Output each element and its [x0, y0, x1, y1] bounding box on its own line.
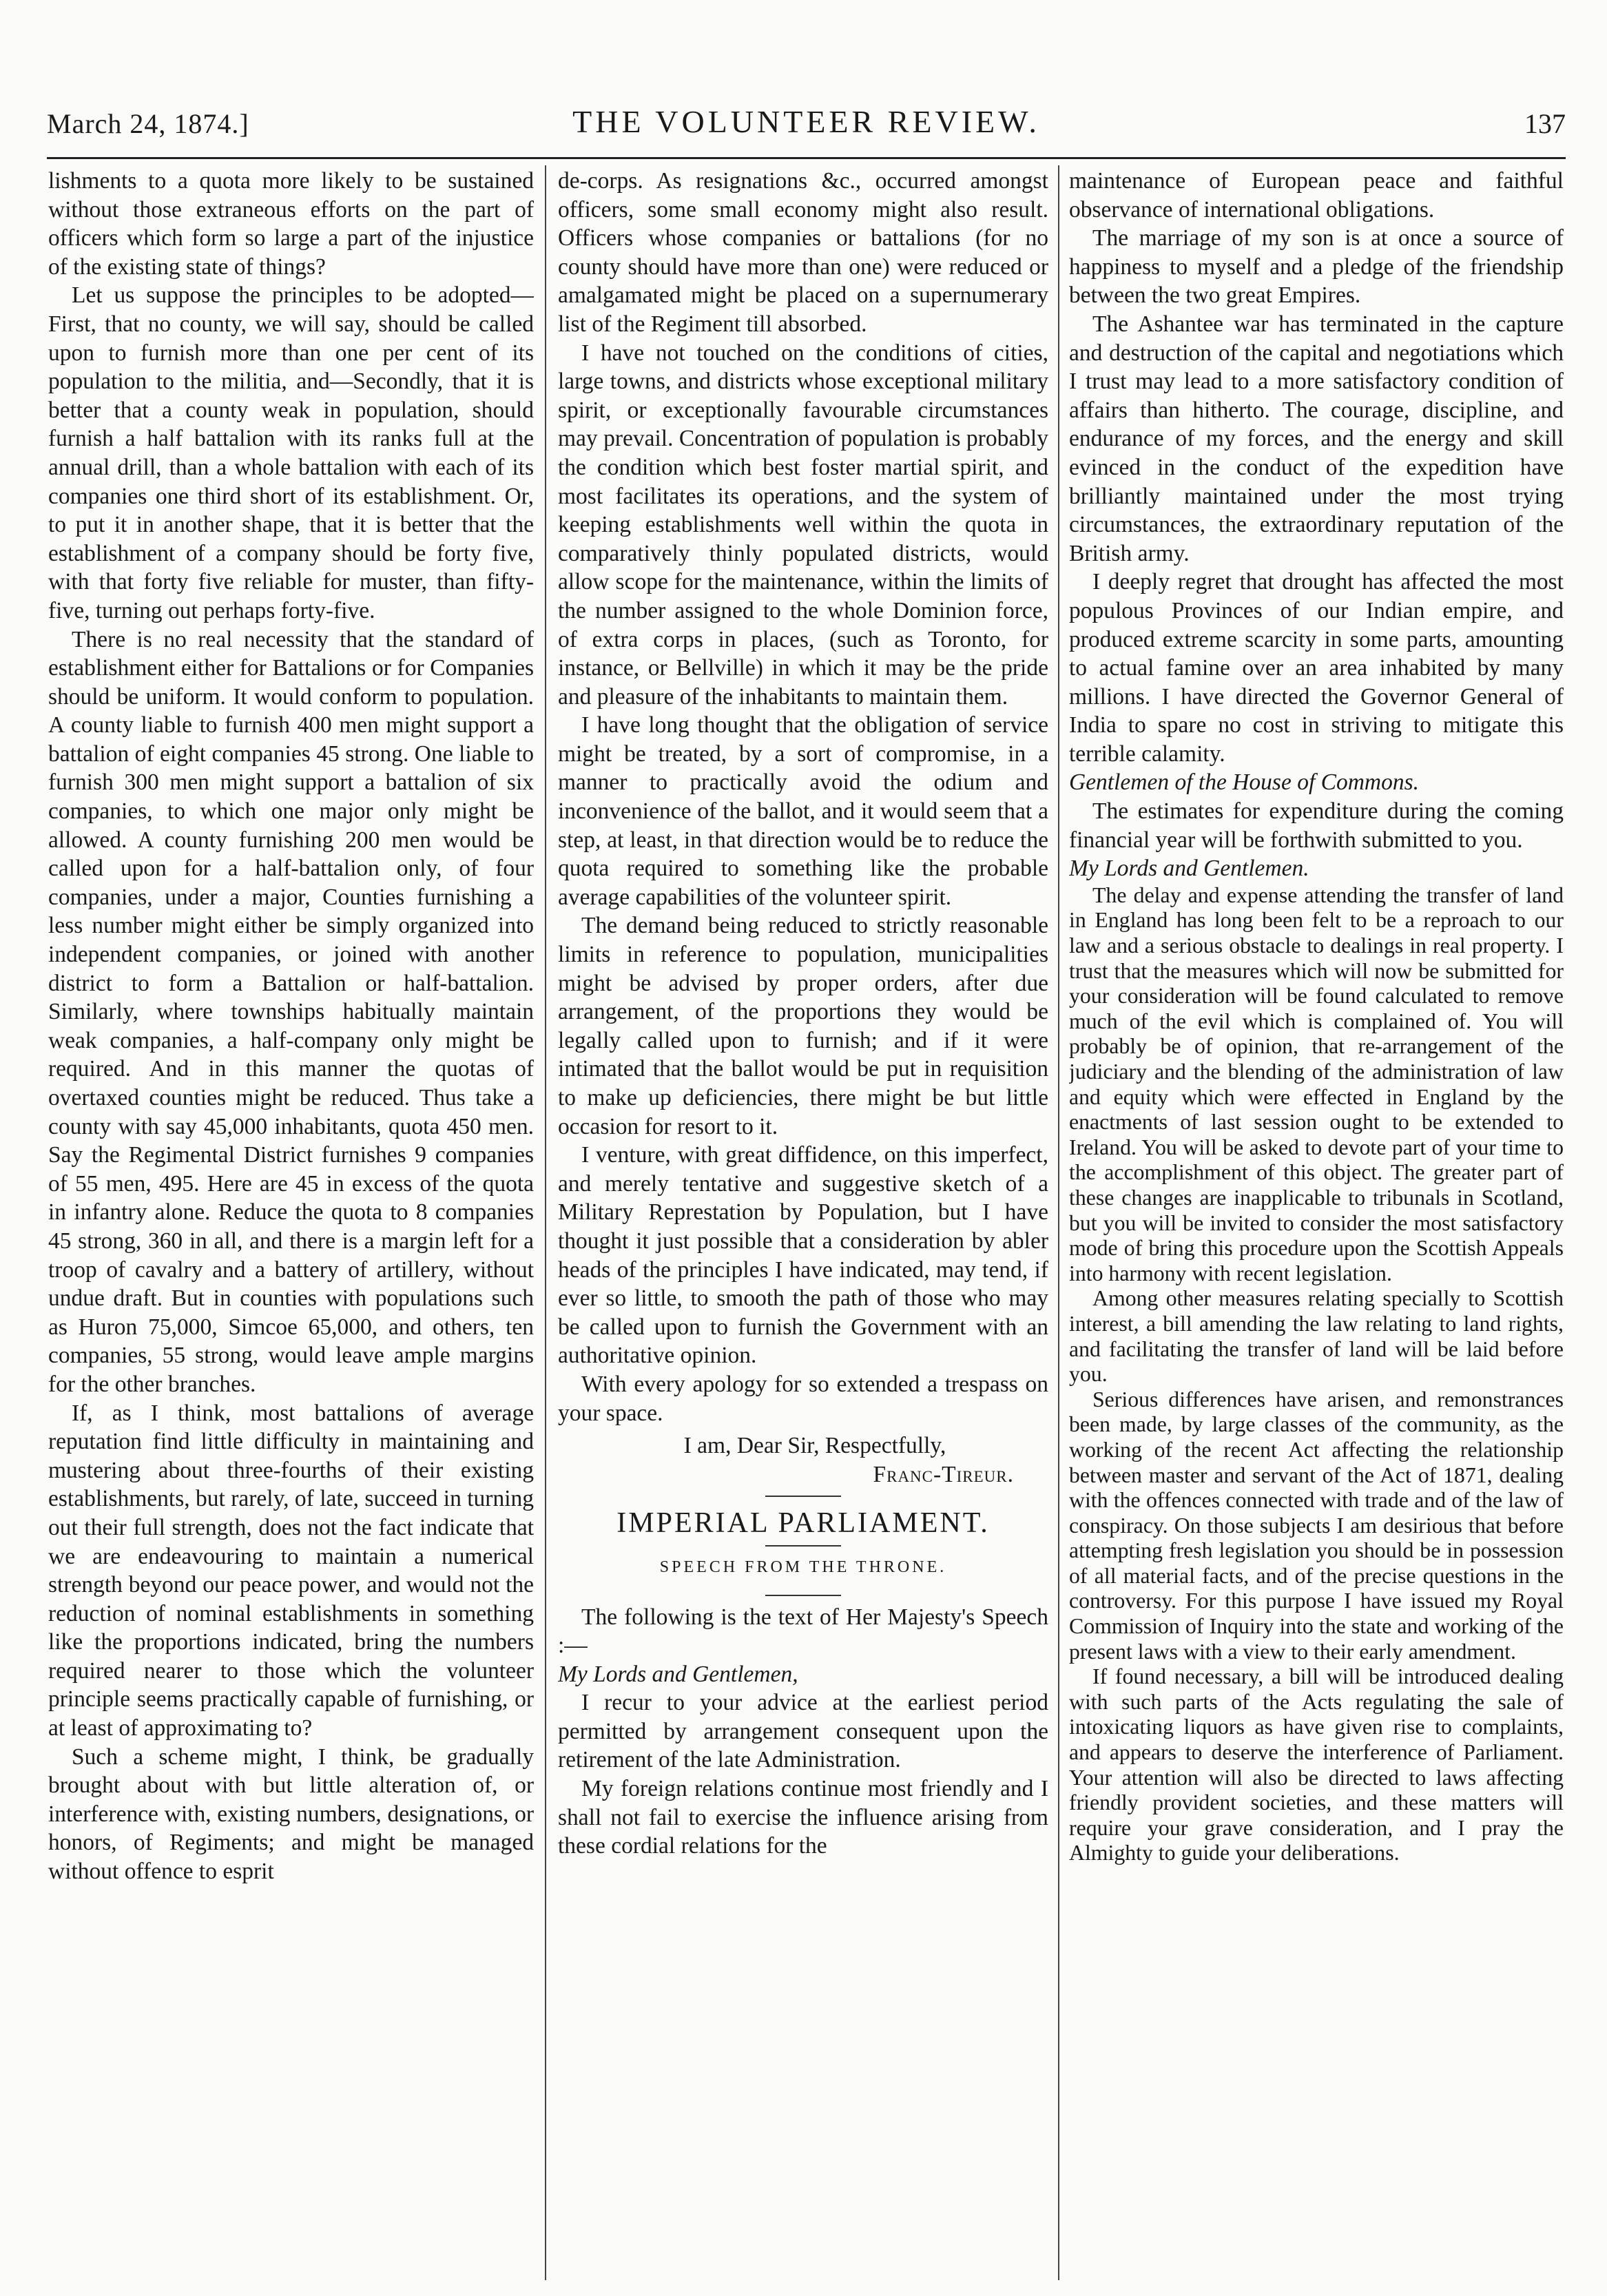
- speech-paragraph: Serious differences have arisen, and remonstrances been made, by large classes of the community, as the working of the recent Act affecting the relationship between master and servant of the Act of 1871, dealing with the offences connected with trade and of the law of conspiracy. On those subjects I am desirious that before attempting fresh legislation you should be in possession of all material facts, and of the precise questions in the controversy. For this purpose I have issued my Royal Commission of Inquiry into the state and working of the present laws with a view to their early amendment.: [1069, 1387, 1564, 1664]
- speech-heading-lords: My Lords and Gentlemen.: [1069, 856, 1309, 882]
- page-number: 137: [1524, 108, 1566, 139]
- paragraph: I have not touched on the conditions of cities, large towns, and districts whose exceptional military spirit, or exceptionally favourable circumstances may prevail. Concentration of population is probably the condition which best foster martial spirit, and most facilitates its operations, and the system of keeping establishments well within the quota in comparatively thinly populated districts, would allow scope for the maintenance, within the limits of the number assigned to the whole Dominion force, of extra corps in places, (such as Toronto, for instance, or Bellville) in which it may be the pride and pleasure of the inhabitants to maintain them.: [558, 340, 1048, 710]
- paragraph: There is no real necessity that the standard of establishment either for Battalions or for Companies should be uniform. It would conform to population. A county liable to furnish 400 men might support a battalion of eight companies 45 strong. One liable to furnish 300 men might support a battalion of six companies, to which one major only might be allowed. A county furnishing 200 men would be called upon for a half-battalion only, of four companies, under a major, Counties furnishing a less number might either be simply organized into independent companies, or joined with another district to form a Battalion or half-battalion. Similarly, where townships habitually maintain weak companies, a half-company only might be required. And in this manner the quotas of overtaxed counties might be reduced. Thus take a county with say 45,000 inhabitants, quota 450 men. Say the Regimental District furnishes 9 companies of 55 men, 495. Here are 45 in excess of the quota in infantry alone. Reduce the quota to 8 companies 45 strong, 360 in all, and there is a margin left for a troop of cavalry and a battery of artillery, without undue draft. But in counties with populations such as Huron 75,000, Simcoe 65,000, and others, ten companies, 55 strong, would leave ample margins for the other branches.: [48, 626, 534, 1397]
- paragraph: The demand being reduced to strictly reasonable limits in reference to population, municipalities might be advised by proper orders, after due arrangement, of the proportions they would be legally called upon to furnish; and if it were intimated that the ballot would be put in requisition to make up deficiencies, there might be but little occasion for resort to it.: [558, 913, 1048, 1139]
- speech-paragraph: Among other measures relating specially to Scottish interest, a bill amending the law relating to land rights, and facilitating the transfer of land will be laid before you.: [1069, 1286, 1564, 1387]
- dense-speech-section: [1069, 883, 1564, 1866]
- speech-paragraph: The estimates for expenditure during the coming financial year will be forthwith submitted to you.: [1069, 798, 1564, 853]
- letter-signature: Franc-Tireur.: [873, 1461, 1014, 1487]
- speech-paragraph: I recur to your advice at the earliest period permitted by arrangement consequent upon the retirement of the late Administration.: [558, 1690, 1048, 1773]
- issue-date: March 24, 1874.]: [47, 108, 249, 139]
- speech-heading-commons: Gentlemen of the House of Commons.: [1069, 769, 1420, 796]
- header-rule: [47, 157, 1566, 159]
- speech-salutation: My Lords and Gentlemen,: [558, 1661, 798, 1687]
- publication-title: THE VOLUNTEER REVIEW.: [572, 104, 1040, 139]
- speech-paragraph: I deeply regret that drought has affected the most populous Provinces of our Indian empire, and produced extreme scarcity in some parts, amounting to actual famine over an area inhabited by many millions. I have directed the Governor General of India to spare no cost in striving to mitigate this terrible calamity.: [1069, 569, 1564, 767]
- speech-paragraph: The Ashantee war has terminated in the capture and destruction of the capital and negotiations which I trust may lead to a more satisfactory condition of affairs than hitherto. The courage, discipline, and endurance of my forces, and the energy and skill evinced in the conduct of the expedition have brilliantly maintained under the most trying circumstances, the extraordinary reputation of the British army.: [1069, 311, 1564, 566]
- paragraph: Let us suppose the principles to be adopted—First, that no county, we will say, should be called upon to furnish more than one per cent of its population to the militia, and—Secondly, that it is better that a county weak in population, should furnish a half battalion with its ranks full at the annual drill, than a whole battalion with each of its companies one third short of its establishment. Or, to put it in another shape, that it is better that the establishment of a company should be forty five, with that forty five reliable for muster, than fifty-five, turning out perhaps forty-five.: [48, 282, 534, 623]
- letter-closing: I am, Dear Sir, Respectfully,: [683, 1433, 946, 1459]
- column-divider: [1058, 165, 1059, 2280]
- column-divider: [545, 165, 546, 2280]
- paragraph: I have long thought that the obligation of service might be treated, by a sort of compromise, in a manner to practically avoid the odium and inconvenience of the ballot, and it would seem that a step, at least, in that direction would be to reduce the quota required to something like the probable average capabilities of the volunteer spirit.: [558, 712, 1048, 910]
- letter-signoff: [558, 1431, 1048, 1489]
- page-header: [47, 103, 1566, 145]
- paragraph: With every apology for so extended a trespass on your space.: [558, 1371, 1048, 1426]
- paragraph: If, as I think, most battalions of average reputation find little difficulty in maintaining and mustering about three-fourths of their existing establishments, but rarely, of late, succeed in turning out their full strength, does not the fact indicate that we are endeavouring to maintain a numerical strength beyond our peace power, and would not the reduction of nominal establishments in something like the proportions indicated, bring the numbers required nearer to those which the volunteer principle seems practically capable of furnishing, or at least of approximating to?: [48, 1400, 534, 1741]
- section-divider: [765, 1545, 841, 1547]
- paragraph: I venture, with great diffidence, on this imperfect, and merely tentative and suggestive sketch of a Military Represtation by Population, but I have thought it just possible that a consideration by abler heads of the principles I have indicated, may tend, if ever so little, to smooth the path of those who may be called upon to furnish the Government with an authoritative opinion.: [558, 1142, 1048, 1369]
- speech-paragraph: The marriage of my son is at once a source of happiness to myself and a pledge of the friendship between the two great Empires.: [1069, 225, 1564, 309]
- paragraph: Such a scheme might, I think, be gradually brought about with but little alteration of, or interference with, existing numbers, designations, or honors, of Regiments; and might be managed without offence to esprit: [48, 1744, 534, 1885]
- column-one: [48, 167, 534, 2275]
- section-divider: [765, 1595, 841, 1596]
- paragraph: lishments to a quota more likely to be sustained without those extraneous efforts on the part of officers which form so large a part of the injustice of the existing state of things?: [48, 168, 534, 280]
- section-subtitle: SPEECH FROM THE THRONE.: [659, 1558, 947, 1576]
- speech-paragraph: The delay and expense attending the transfer of land in England has long been felt to be a reproach to our law and a serious obstacle to dealings in real property. I trust that the measures which will now be submitted for your consideration will be found calculated to remove much of the evil which is complained of. You will probably be of opinion, that re-arrangement of the judiciary and the blending of the administration of law and equity which were effected in England by the enactments of last session ought to be extended to Ireland. You will be asked to devote part of your time to the accomplishment of this object. The greater part of these changes are inapplicable to tribunals in Scotland, but you will be invited to consider the most satisfactory mode of bring this procedure upon the Scottish Appeals into harmony with recent legislation.: [1069, 882, 1564, 1285]
- speech-intro: The following is the text of Her Majesty's Speech :—: [558, 1604, 1048, 1659]
- column-two: [558, 167, 1048, 2275]
- paragraph: de-corps. As resignations &c., occurred amongst officers, some small economy might also result. Officers whose companies or battalions (for no county should have more than one) were reduced or amalgamated might be placed on a supernumerary list of the Regiment till absorbed.: [558, 168, 1048, 337]
- speech-paragraph: maintenance of European peace and faithful observance of international obligations.: [1069, 168, 1564, 223]
- section-title: IMPERIAL PARLIAMENT.: [616, 1507, 990, 1540]
- speech-paragraph: My foreign relations continue most friendly and I shall not fail to exercise the influence arising from these cordial relations for the: [558, 1776, 1048, 1859]
- column-three: [1069, 167, 1564, 2275]
- speech-paragraph: If found necessary, a bill will be introduced dealing with such parts of the Acts regulating the sale of intoxicating liquors as have given rise to complaints, and appears to deserve the interference of Parliament. Your attention will also be directed to laws affecting friendly provident societies, and these matters will require your grave consideration, and I pray the Almighty to guide your deliberations.: [1069, 1664, 1564, 1865]
- section-divider: [765, 1496, 841, 1497]
